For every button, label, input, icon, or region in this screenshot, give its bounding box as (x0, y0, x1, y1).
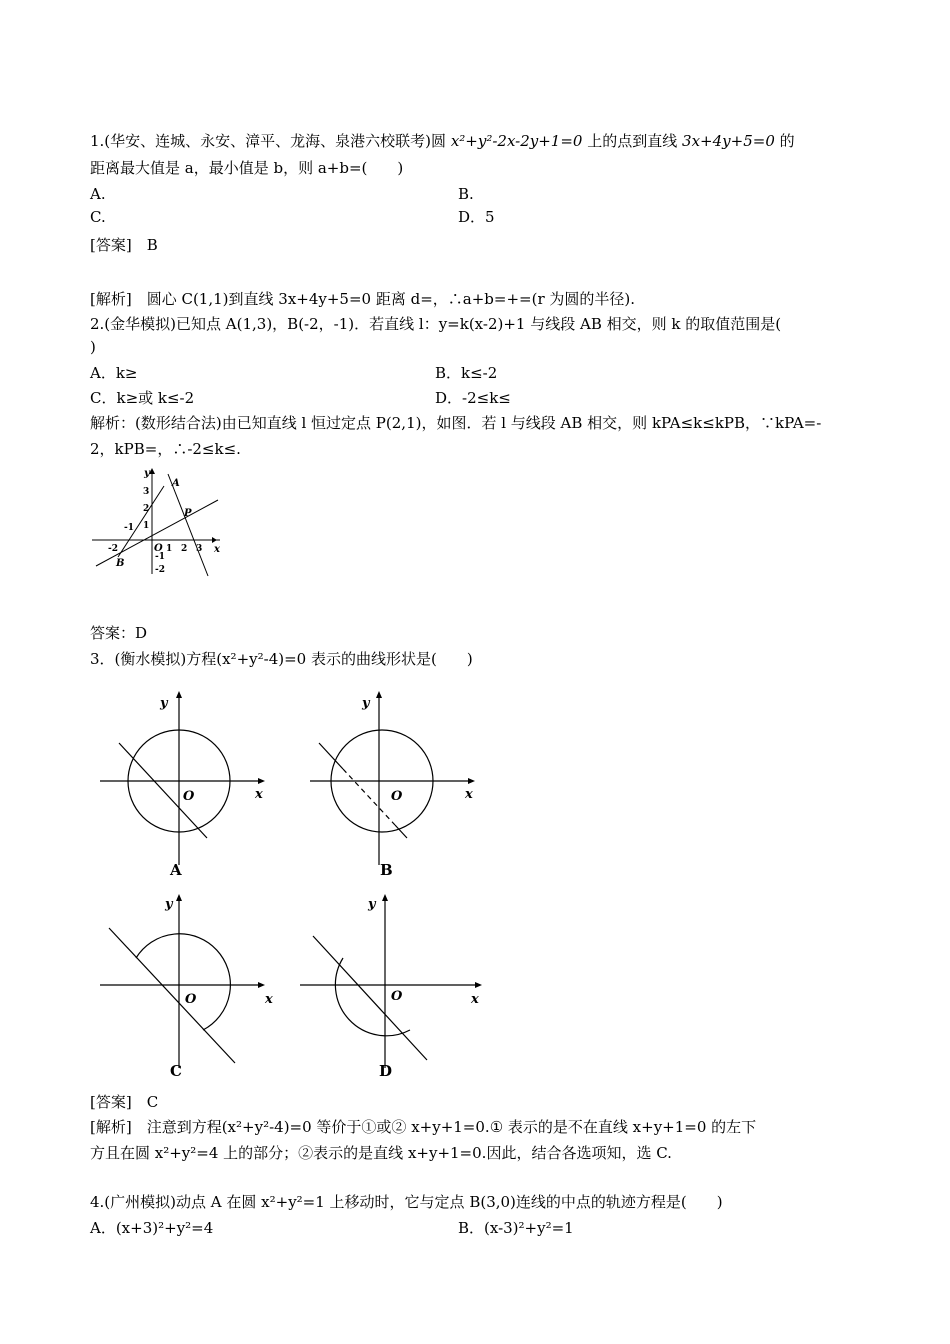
q2-xtick: 2 (181, 544, 188, 554)
q3-graph-d (295, 888, 495, 1083)
q3c-label: C (170, 1062, 182, 1080)
q3d-label: D (379, 1062, 393, 1080)
q1-stem-text-3: 的 (779, 132, 795, 150)
q3b-line-dashed (343, 769, 395, 825)
q3-graph-b (305, 685, 485, 880)
q1-stem-line2: 距离最大值是 a，最小值是 b，则 a+b=( ) (90, 159, 404, 177)
q2-analysis-2: 2，kPB=，∴-2≤k≤. (90, 440, 241, 458)
q3a-x-label: x (255, 787, 263, 802)
q1-stem (90, 131, 795, 151)
q2-ytick: -2 (155, 565, 165, 575)
q3-stem: 3．(衡水模拟)方程(x²+y²-4)=0 表示的曲线形状是( ) (90, 650, 473, 668)
q2-answer: 答案：D (90, 624, 148, 642)
q1-line-equation: 3x+4y+5=0 (682, 132, 775, 150)
q1-answer: [答案] B (90, 236, 158, 254)
q1-stem-text-2: 上的点到直线 (587, 132, 678, 150)
q3c-arc (136, 934, 230, 1030)
q2-ytick: 2 (143, 504, 150, 514)
q2-point-b: B (116, 558, 125, 569)
q3c-line (109, 928, 235, 1063)
q3c-origin: O (185, 992, 197, 1007)
q3a-origin: O (183, 789, 195, 804)
q3-analysis-1: [解析] 注意到方程(x²+y²-4)=0 等价于①或② x+y+1=0.① 表示的是不在直线 x+y+1=0 的左下 (90, 1118, 757, 1136)
q1-circle-equation: x²+y²-2x-2y+1=0 (450, 132, 583, 150)
q3d-line (313, 936, 427, 1060)
q3b-y-label: y (362, 696, 370, 711)
q2-origin: O (154, 543, 163, 554)
q2-stem: 2.(金华模拟)已知点 A(1,3)，B(-2，-1)．若直线 l：y=k(x-2)+1 与线段 AB 相交，则 k 的取值范围是( (90, 315, 782, 333)
q1-option-a: A. (90, 185, 106, 203)
q2-option-a: A．k≥ (90, 364, 138, 382)
q3-graph-a (95, 685, 275, 880)
q3c-y-label: y (165, 897, 173, 912)
q4-option-a: A．(x+3)²+y²=4 (90, 1219, 214, 1237)
q2-ytick: 3 (143, 487, 150, 497)
q2-axis-x-label: x (214, 544, 220, 555)
q3-graph-c (95, 888, 275, 1083)
q2-ytick: -1 (155, 552, 165, 562)
q3a-label: A (170, 861, 182, 879)
q4-option-b: B．(x-3)²+y²=1 (458, 1219, 574, 1237)
q2-stem-cont: ) (90, 338, 96, 356)
q3-analysis-2: 方且在圆 x²+y²=4 上的部分；②表示的是直线 x+y+1=0.因此，结合各选项知，选 C. (90, 1144, 672, 1162)
q2-option-d: D．-2≤k≤ (435, 389, 511, 407)
q1-option-d: D．5 (458, 208, 495, 226)
q3a-y-label: y (160, 696, 168, 711)
q2-line-ap (168, 474, 208, 576)
q2-analysis-1: 解析：(数形结合法)由已知直线 l 恒过定点 P(2,1)，如图．若 l 与线段 AB 相交，则 kPA≤k≤kPB，∵kPA=- (90, 414, 822, 432)
q3b-label: B (380, 861, 393, 879)
q2-axis-y-label: y (144, 468, 150, 479)
q2-xtick: -1 (124, 523, 134, 533)
q2-ytick: 1 (143, 521, 150, 531)
q1-stem-text: 1.(华安、连城、永安、漳平、龙海、泉港六校联考)圆 (90, 132, 447, 150)
q3d-y-label: y (368, 897, 376, 912)
q1-option-c: C. (90, 208, 106, 226)
q2-option-c: C．k≥或 k≤-2 (90, 389, 195, 407)
q1-option-b: B. (458, 185, 474, 203)
q1-analysis: [解析] 圆心 C(1,1)到直线 3x+4y+5=0 距离 d=，∴a+b=+=(r 为圆的半径). (90, 290, 636, 308)
q4-stem: 4.(广州模拟)动点 A 在圆 x²+y²=1 上移动时，它与定点 B(3,0)连线的中点的轨迹方程是( ) (90, 1193, 723, 1211)
q2-xtick: 3 (196, 544, 203, 554)
q2-point-a: A (172, 478, 180, 489)
q2-xtick: -2 (108, 544, 118, 554)
q3b-line-outer-1 (319, 743, 343, 769)
q3d-origin: O (391, 989, 403, 1004)
q2-figure (88, 462, 228, 582)
q3c-x-label: x (265, 992, 273, 1007)
q3b-x-label: x (465, 787, 473, 802)
q2-point-p: P (184, 508, 192, 519)
q2-option-b: B．k≤-2 (435, 364, 498, 382)
q3-answer: [答案] C (90, 1093, 159, 1111)
q3b-origin: O (391, 789, 403, 804)
q3d-x-label: x (471, 992, 479, 1007)
q2-xtick: 1 (166, 544, 173, 554)
